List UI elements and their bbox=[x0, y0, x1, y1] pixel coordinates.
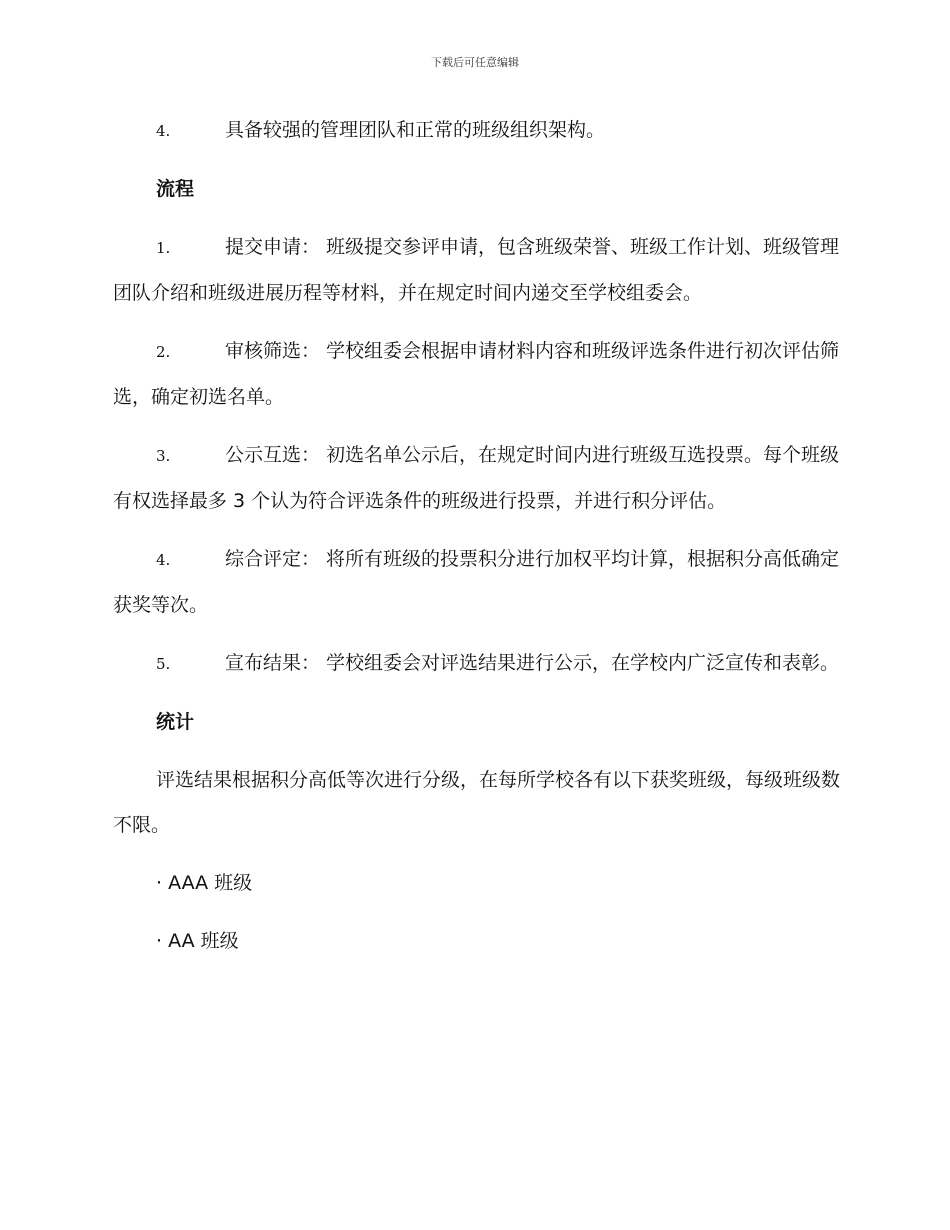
page-header: 下载后可任意编辑 bbox=[431, 56, 519, 69]
list-text: 审核筛选： 学校组委会根据申请材料内容和班级评选条件进行初次评估筛选，确定初选名单。 bbox=[113, 340, 840, 408]
list-number: 2. bbox=[156, 343, 171, 361]
list-number: 5. bbox=[156, 655, 171, 673]
list-text: 综合评定： 将所有班级的投票积分进行加权平均计算，根据积分高低确定获奖等次。 bbox=[113, 548, 840, 616]
list-item bbox=[113, 108, 840, 154]
list-item bbox=[113, 225, 840, 316]
bullet-item: · AA 班级 bbox=[156, 930, 239, 952]
list-number: 1. bbox=[156, 239, 171, 257]
list-text: 宣布结果： 学校组委会对评选结果进行公示，在学校内广泛宣传和表彰。 bbox=[225, 652, 840, 674]
bullet-item: · AAA 班级 bbox=[156, 872, 253, 894]
statistics-paragraph: 评选结果根据积分高低等次进行分级，在每所学校各有以下获奖班级，每级班级数不限。 bbox=[113, 769, 841, 836]
list-number: 4. bbox=[156, 122, 171, 140]
list-text: 提交申请： 班级提交参评申请，包含班级荣誉、班级工作计划、班级管理团队介绍和班级进展历程等材料，并在规定时间内递交至学校组委会。 bbox=[113, 236, 840, 304]
list-text: 具备较强的管理团队和正常的班级组织架构。 bbox=[225, 119, 606, 141]
list-number: 3. bbox=[156, 447, 171, 465]
list-number: 4. bbox=[156, 551, 171, 569]
section-heading-process: 流程 bbox=[156, 178, 195, 200]
document-body bbox=[113, 108, 840, 977]
list-item bbox=[113, 329, 840, 420]
list-text: 公示互选： 初选名单公示后，在规定时间内进行班级互选投票。每个班级有权选择最多 3 个认为符合评选条件的班级进行投票，并进行积分评估。 bbox=[113, 444, 840, 512]
section-heading-statistics: 统计 bbox=[156, 711, 195, 733]
list-item bbox=[113, 537, 840, 628]
list-item bbox=[113, 641, 840, 687]
list-item bbox=[113, 433, 840, 524]
